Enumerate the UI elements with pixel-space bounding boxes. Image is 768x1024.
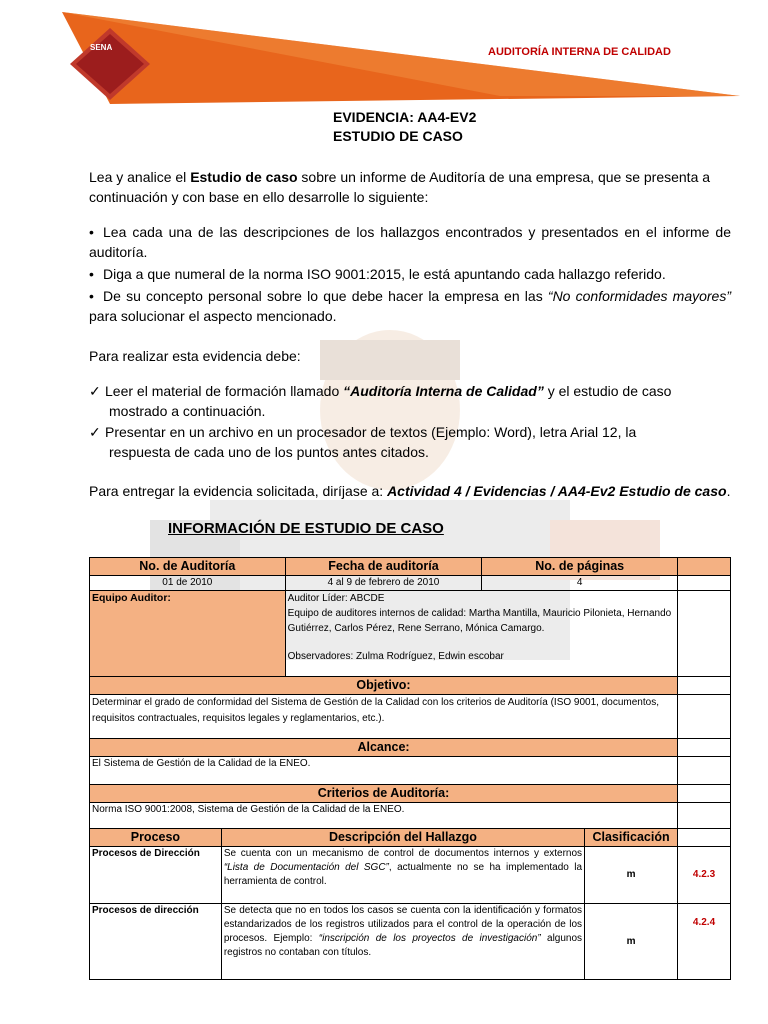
header-empty — [678, 558, 731, 576]
evidence-title: EVIDENCIA: AA4-EV2 — [333, 109, 477, 125]
table-row — [90, 558, 731, 576]
table-row — [90, 695, 731, 739]
finding-process: Procesos de Dirección — [90, 847, 222, 904]
header-audit-date: Fecha de auditoría — [285, 558, 482, 576]
check-item — [89, 381, 731, 421]
table-row — [90, 785, 731, 803]
finding-classification: m — [585, 904, 678, 980]
bullet-text-italic: “No conformidades mayores” — [547, 288, 732, 304]
intro-text-pre: Lea y analice el — [89, 169, 191, 185]
scope-value: El Sistema de Gestión de la Calidad de la ENEO. — [90, 757, 678, 785]
evidence-titles — [333, 108, 476, 146]
finding-description — [221, 847, 584, 904]
case-study-title: ESTUDIO DE CASO — [333, 128, 463, 144]
checkmark-icon: ✓ — [89, 424, 101, 440]
table-row — [90, 829, 731, 847]
table-row — [90, 591, 731, 677]
empty-cell — [678, 677, 731, 695]
finding-text: , actualmente no se ha implementado la herramienta de control. — [223, 862, 583, 887]
criteria-header: Criterios de Auditoría: — [90, 785, 678, 803]
bullet-item — [89, 286, 731, 326]
audit-date-value: 4 al 9 de febrero de 2010 — [285, 576, 482, 591]
table-row — [90, 739, 731, 757]
bullet-icon: • — [89, 224, 94, 240]
delivery-text: Para entregar la evidencia solicitada, diríjase a: — [89, 483, 388, 499]
check-text: Leer el material de formación llamado — [105, 383, 344, 399]
bullet-icon: • — [89, 288, 94, 304]
observers: Observadores: Zulma Rodríguez, Edwin escobar — [287, 651, 504, 662]
finding-text: Se cuenta con un mecanismo de control de documentos internos y externos — [223, 848, 583, 859]
sena-logo: SENA — [90, 43, 113, 52]
finding-classification: m — [585, 847, 678, 904]
intro-paragraph — [89, 167, 731, 207]
empty-cell — [678, 757, 731, 785]
finding-description — [221, 904, 584, 980]
delivery-path: Actividad 4 / Evidencias / AA4-Ev2 Estudio de caso — [387, 483, 727, 499]
case-info-table — [89, 557, 731, 980]
check-item — [89, 422, 731, 462]
table-row — [90, 677, 731, 695]
delivery-paragraph — [89, 481, 731, 501]
check-text-bold: “Auditoría Interna de Calidad” — [343, 383, 544, 399]
table-row — [90, 576, 731, 591]
bullet-item — [89, 264, 731, 284]
finding-row — [90, 847, 731, 904]
header-classification: Clasificación — [585, 829, 678, 847]
empty-cell — [678, 739, 731, 757]
finding-numeral: 4.2.3 — [678, 847, 731, 904]
internal-auditors: Equipo de auditores internos de calidad: Martha Mantilla, Mauricio Pilonieta, Hernando Gutiérrez, Carlos Pérez, Rene Serrano, Mónica Camargo. — [287, 608, 672, 634]
intro-text-post: sobre un informe de Auditoría de una empresa, que se presenta a continuación y con base en ello desarrolle lo siguiente: — [89, 169, 711, 205]
bullet-item — [89, 222, 731, 262]
finding-process: Procesos de dirección — [90, 904, 222, 980]
finding-numeral: 4.2.4 — [678, 904, 731, 980]
table-row — [90, 757, 731, 785]
finding-text: algunos registros no contaban con títulos. — [223, 933, 583, 958]
audit-team-label: Equipo Auditor: — [90, 591, 286, 677]
header-pages: No. de páginas — [482, 558, 678, 576]
header-finding-description: Descripción del Hallazgo — [221, 829, 584, 847]
pages-value: 4 — [482, 576, 678, 591]
table-row — [90, 803, 731, 829]
lead-auditor: Auditor Líder: ABCDE — [287, 593, 385, 604]
intro-text-bold: Estudio de caso — [190, 169, 298, 185]
criteria-value: Norma ISO 9001:2008, Sistema de Gestión de la Calidad de la ENEO. — [90, 803, 678, 829]
delivery-text: . — [726, 483, 731, 499]
objective-value: Determinar el grado de conformidad del Sistema de Gestión de la Calidad con los criterios de Auditoría (ISO 9001, documentos, requisitos contractuales, requisitos legales y reglamentarios, etc.). — [90, 695, 678, 739]
bullet-text: Lea cada una de las descripciones de los hallazgos encontrados y presentados en el informe de auditoría. — [89, 224, 731, 260]
finding-text: Se detecta que no en todos los casos se cuenta con la identificación y formatos estandarizados de los registros utilizados para el control de la operación de los procesos. Ejemplo: — [223, 905, 583, 944]
document-header — [0, 0, 768, 110]
empty-cell — [678, 785, 731, 803]
check-text: respuesta de cada uno de los puntos antes citados. — [109, 444, 429, 460]
bullet-text: Diga a que numeral de la norma ISO 9001:2015, le está apuntando cada hallazgo referido. — [103, 266, 666, 282]
header-title: AUDITORÍA INTERNA DE CALIDAD — [488, 46, 671, 58]
finding-row — [90, 904, 731, 980]
empty-cell — [678, 695, 731, 739]
header-process: Proceso — [90, 829, 222, 847]
scope-header: Alcance: — [90, 739, 678, 757]
instructions-heading: Para realizar esta evidencia debe: — [89, 348, 301, 364]
bullet-text: para solucionar el aspecto mencionado. — [89, 308, 337, 324]
check-text: Presentar en un archivo en un procesador de textos (Ejemplo: Word), letra Arial 12, la — [105, 424, 637, 440]
check-text: y el estudio de caso — [543, 383, 672, 399]
empty-cell — [678, 829, 731, 847]
section-title: INFORMACIÓN DE ESTUDIO DE CASO — [168, 520, 444, 537]
finding-text-italic: “Lista de Documentación del SGC” — [223, 862, 389, 873]
empty-cell — [678, 803, 731, 829]
bullet-text: De su concepto personal sobre lo que debe hacer la empresa en las — [103, 288, 548, 304]
empty-cell — [678, 591, 731, 677]
check-text: mostrado a continuación. — [109, 403, 266, 419]
finding-text-italic: “inscripción de los proyectos de investigación” — [318, 933, 541, 944]
header-audit-number: No. de Auditoría — [90, 558, 286, 576]
checkmark-icon: ✓ — [89, 383, 101, 399]
empty-cell — [678, 576, 731, 591]
audit-team-value — [285, 591, 677, 677]
bullet-icon: • — [89, 266, 94, 282]
objective-header: Objetivo: — [90, 677, 678, 695]
audit-number-value: 01 de 2010 — [90, 576, 286, 591]
